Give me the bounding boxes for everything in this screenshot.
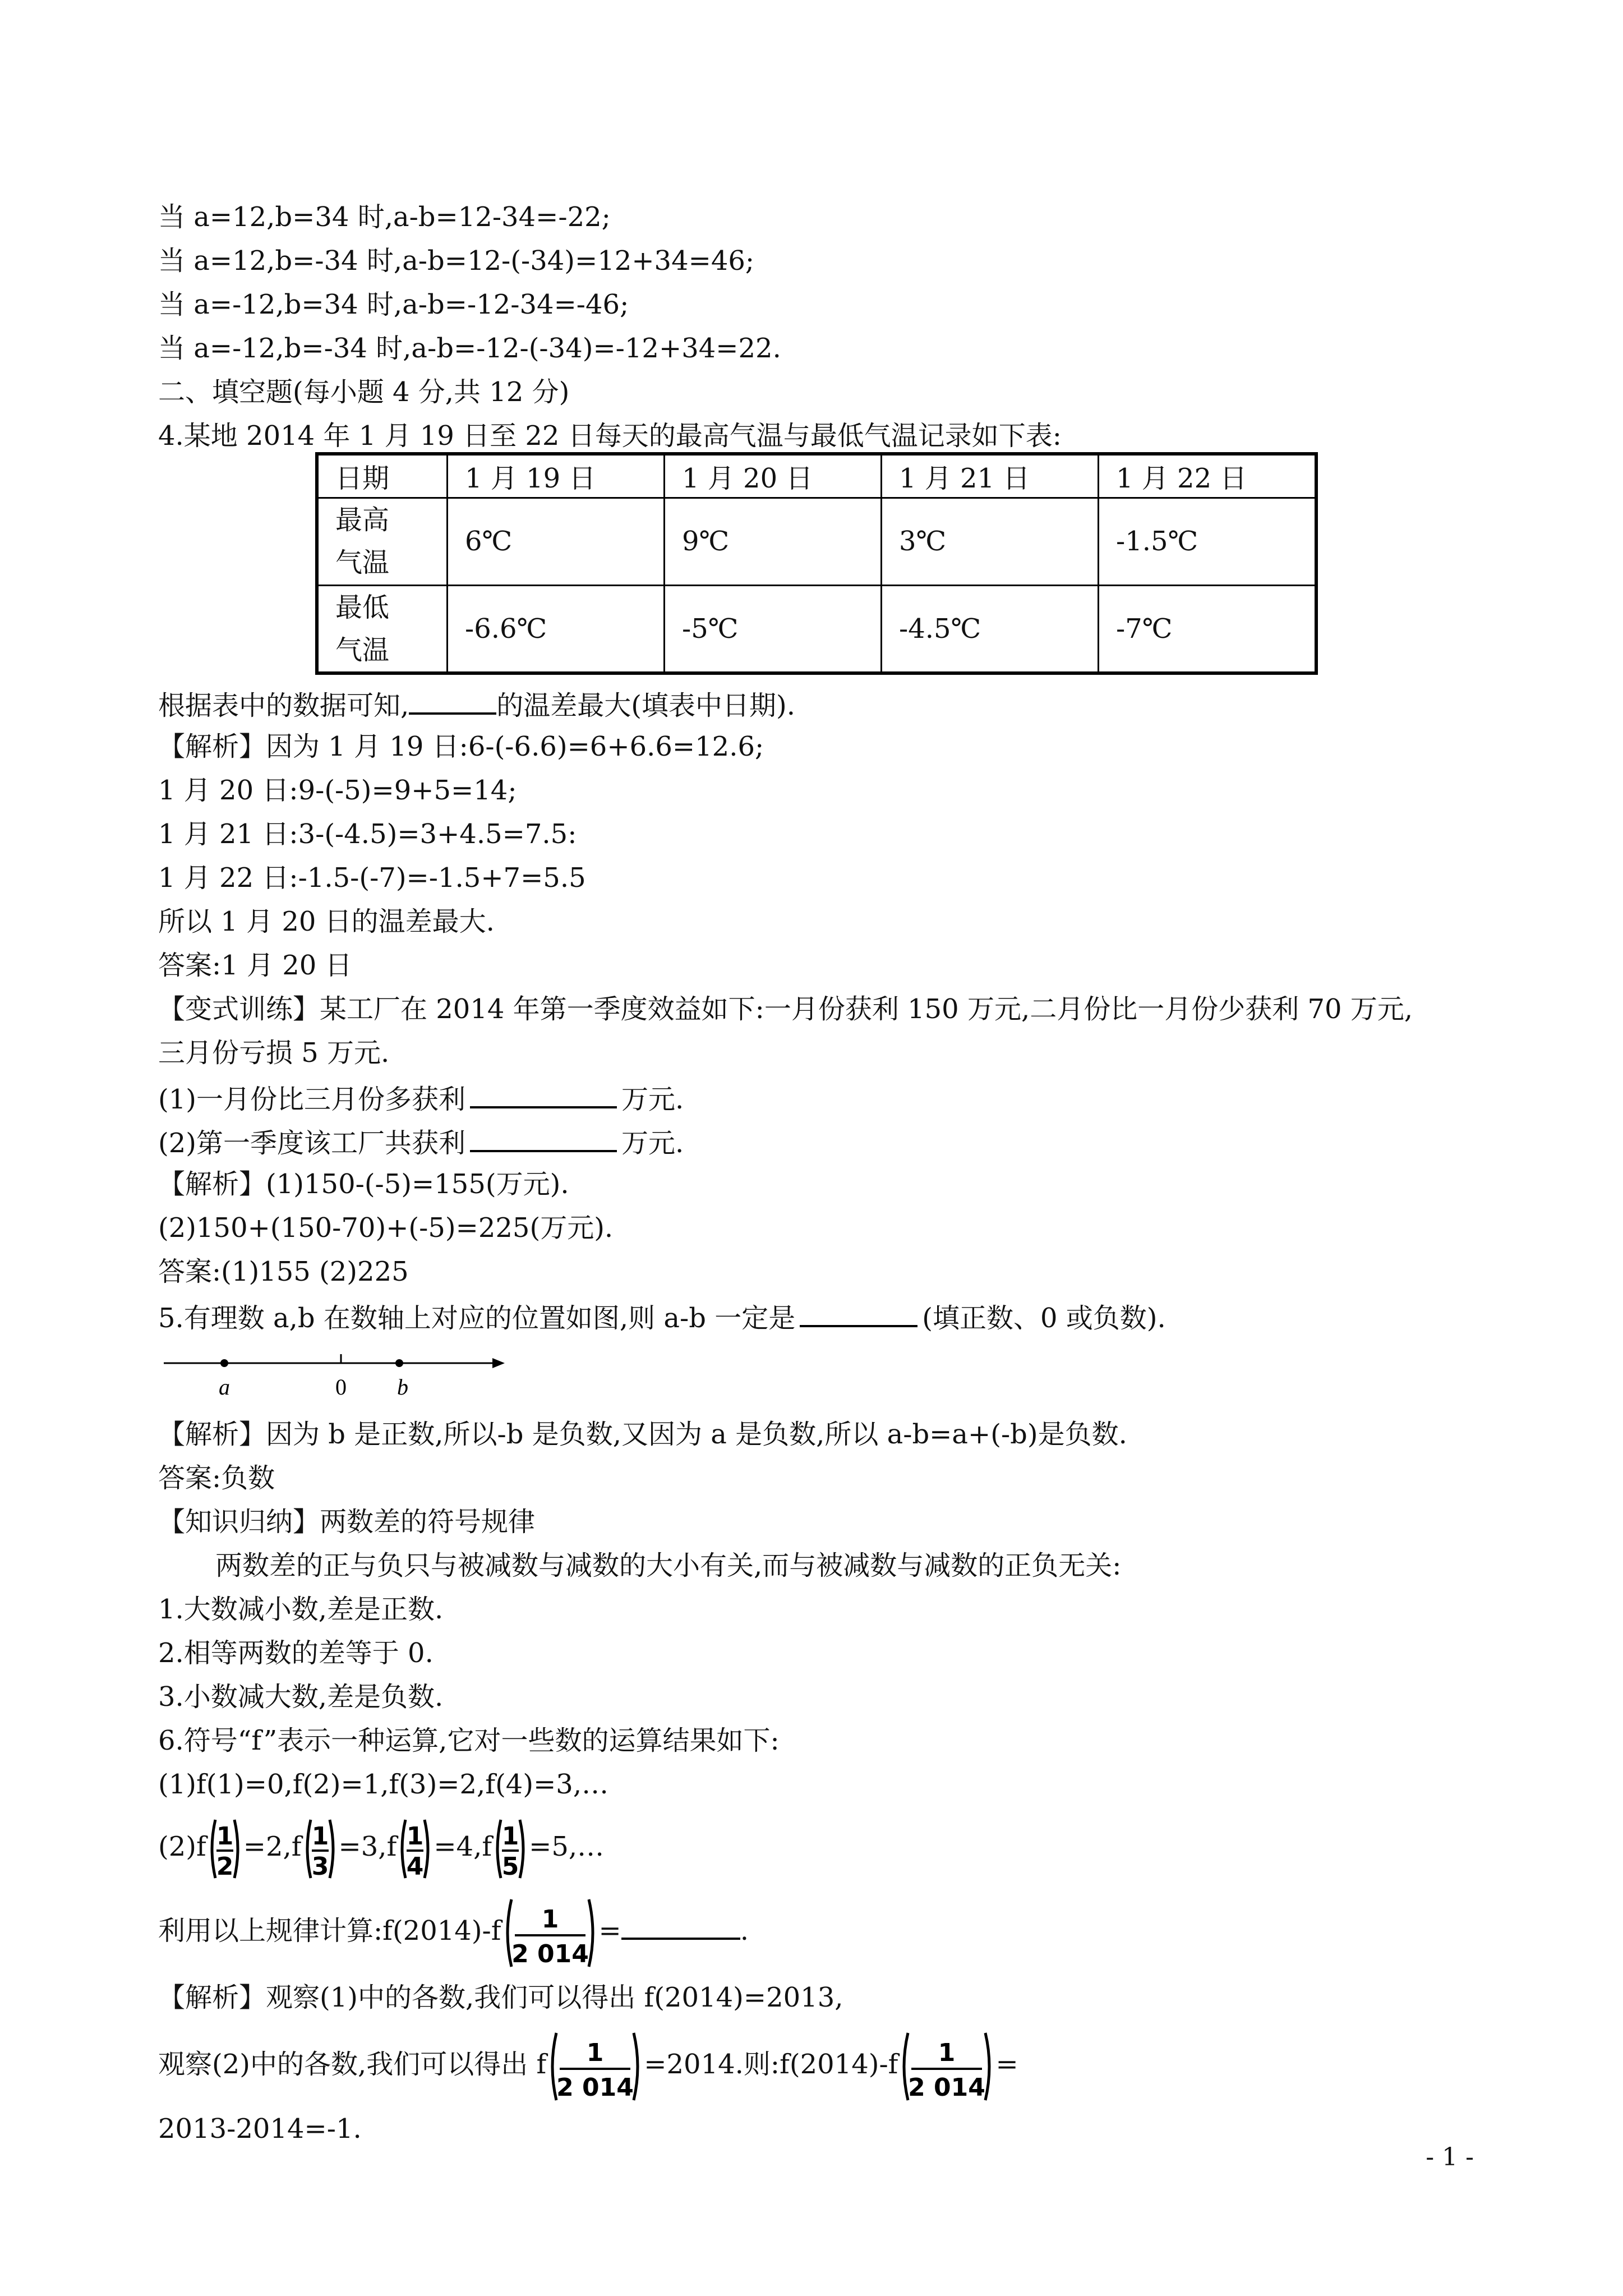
variant-analysis-1: 【解析】(1)150-(-5)=155(万元). xyxy=(158,1168,569,1200)
table-header-cell: 1 月 20 日 xyxy=(665,454,882,498)
table-cell: -7℃ xyxy=(1099,585,1317,673)
answer-blank xyxy=(470,1119,617,1152)
answer-5: 答案:负数 xyxy=(158,1462,275,1494)
analysis-5: 【解析】因为 b 是正数,所以-b 是负数,又因为 a 是负数,所以 a-b=a+(-b)是负数. xyxy=(158,1419,1127,1450)
svg-text:2: 2 xyxy=(216,1852,234,1881)
table-cell: -4.5℃ xyxy=(882,585,1099,673)
knowledge-intro: 两数差的正与负只与被减数与减数的大小有关,而与被减数与减数的正负无关: xyxy=(215,1550,1122,1581)
analysis-6-line-2: 观察(2)中的各数,我们可以得出 f 1 2 014 =2014.则:f(2014)-f 1 2 014 = xyxy=(158,2025,1018,2104)
fraction-third xyxy=(303,1815,338,1883)
svg-text:1: 1 xyxy=(407,1821,424,1851)
answer-blank xyxy=(470,1075,617,1108)
question-6-part-2: (2)f 1 2 =2,f 1 3 =3,f 1 4 =4,f 1 5 =5,… xyxy=(158,1813,604,1880)
svg-text:4: 4 xyxy=(407,1852,424,1881)
page-number: - 1 - xyxy=(1426,2143,1474,2171)
knowledge-title: 【知识归纳】两数差的符号规律 xyxy=(158,1506,536,1538)
question-6: 6.符号“f”表示一种运算,它对一些数的运算结果如下: xyxy=(158,1725,780,1756)
svg-text:1: 1 xyxy=(501,1821,519,1851)
row-label-low: 最低 气温 xyxy=(317,585,448,673)
table-header-cell: 1 月 22 日 xyxy=(1099,454,1317,498)
svg-text:5: 5 xyxy=(501,1852,519,1881)
number-line xyxy=(158,1341,517,1402)
analysis-6-line-1: 【解析】观察(1)中的各数,我们可以得出 f(2014)=2013, xyxy=(158,1982,843,2013)
table-cell: 3℃ xyxy=(882,498,1099,585)
point-b xyxy=(395,1359,403,1367)
analysis-4-line-1: 【解析】因为 1 月 19 日:6-(-6.6)=6+6.6=12.6; xyxy=(158,731,764,762)
temperature-table xyxy=(315,452,1318,675)
analysis-4-line-5: 所以 1 月 20 日的温差最大. xyxy=(158,906,495,937)
table-header-cell: 1 月 19 日 xyxy=(448,454,665,498)
line-case-3: 当 a=-12,b=34 时,a-b=-12-34=-46; xyxy=(158,289,629,320)
point-a xyxy=(220,1359,228,1367)
svg-text:1: 1 xyxy=(216,1821,234,1851)
question-4: 4.某地 2014 年 1 月 19 日至 22 日每天的最高气温与最低气温记录如下表: xyxy=(158,420,1062,452)
question-4-prompt: 根据表中的数据可知, 的温差最大(填表中日期). xyxy=(158,681,795,728)
table-cell: -6.6℃ xyxy=(448,585,665,673)
svg-text:1: 1 xyxy=(586,2038,604,2067)
svg-text:2 014: 2 014 xyxy=(556,2073,634,2102)
label-b: b xyxy=(397,1374,408,1400)
row-label-high: 最高 气温 xyxy=(317,498,448,585)
answer-blank xyxy=(621,1893,740,1940)
knowledge-rule-2: 2.相等两数的差等于 0. xyxy=(158,1637,434,1669)
variant-training-line-1: 【变式训练】某工厂在 2014 年第一季度效益如下:一月份获利 150 万元,二月份比一月份少获利 70 万元, xyxy=(158,993,1413,1025)
question-6-part-1: (1)f(1)=0,f(2)=1,f(3)=2,f(4)=3,… xyxy=(158,1769,609,1800)
table-row-high xyxy=(317,498,1316,585)
fraction-1-over-2014 xyxy=(899,2028,994,2105)
table-header-row xyxy=(317,454,1316,498)
table-header-cell: 日期 xyxy=(317,454,448,498)
table-cell: 9℃ xyxy=(665,498,882,585)
line-case-1: 当 a=12,b=34 时,a-b=12-34=-22; xyxy=(158,201,611,233)
fraction-half xyxy=(208,1815,242,1883)
table-cell: 6℃ xyxy=(448,498,665,585)
question-5: 5.有理数 a,b 在数轴上对应的位置如图,则 a-b 一定是 (填正数、0 或负数). xyxy=(158,1294,1166,1340)
answer-blank xyxy=(800,1294,917,1327)
line-case-2: 当 a=12,b=-34 时,a-b=12-(-34)=12+34=46; xyxy=(158,245,755,277)
svg-text:2 014: 2 014 xyxy=(908,2073,986,2102)
variant-analysis-2: (2)150+(150-70)+(-5)=225(万元). xyxy=(158,1212,614,1244)
answer-4: 答案:1 月 20 日 xyxy=(158,950,352,981)
analysis-4-line-2: 1 月 20 日:9-(-5)=9+5=14; xyxy=(158,775,517,806)
label-zero: 0 xyxy=(335,1374,347,1400)
question-6-calc: 利用以上规律计算:f(2014)-f 1 2 014 = . xyxy=(158,1892,749,1970)
section-title: 二、填空题(每小题 4 分,共 12 分) xyxy=(158,376,570,408)
analysis-6-line-3: 2013-2014=-1. xyxy=(158,2113,362,2145)
answer-blank xyxy=(409,681,496,715)
variant-training-line-2: 三月份亏损 5 万元. xyxy=(158,1037,390,1069)
svg-text:2 014: 2 014 xyxy=(511,1939,589,1968)
variant-question-2: (2)第一季度该工厂共获利 万元. xyxy=(158,1119,684,1165)
variant-question-1: (1)一月份比三月份多获利 万元. xyxy=(158,1075,684,1121)
table-cell: -1.5℃ xyxy=(1099,498,1317,585)
line-case-4: 当 a=-12,b=-34 时,a-b=-12-(-34)=-12+34=22. xyxy=(158,333,781,364)
svg-text:1: 1 xyxy=(938,2038,956,2067)
variant-answer: 答案:(1)155 (2)225 xyxy=(158,1256,409,1287)
svg-text:1: 1 xyxy=(541,1904,559,1934)
fraction-1-over-2014 xyxy=(502,1895,598,1971)
svg-text:1: 1 xyxy=(311,1821,329,1851)
table-header-cell: 1 月 21 日 xyxy=(882,454,1099,498)
analysis-4-line-4: 1 月 22 日:-1.5-(-7)=-1.5+7=5.5 xyxy=(158,862,586,894)
arrow-right-icon xyxy=(492,1358,505,1368)
fraction-1-over-2014 xyxy=(547,2028,643,2105)
table-row-low xyxy=(317,585,1316,673)
knowledge-rule-1: 1.大数减小数,差是正数. xyxy=(158,1594,444,1625)
fraction-fifth xyxy=(493,1815,528,1883)
fraction-quarter xyxy=(398,1815,432,1883)
svg-text:3: 3 xyxy=(311,1852,329,1881)
label-a: a xyxy=(219,1374,230,1400)
table-cell: -5℃ xyxy=(665,585,882,673)
analysis-4-line-3: 1 月 21 日:3-(-4.5)=3+4.5=7.5: xyxy=(158,818,577,850)
knowledge-rule-3: 3.小数减大数,差是负数. xyxy=(158,1681,444,1713)
